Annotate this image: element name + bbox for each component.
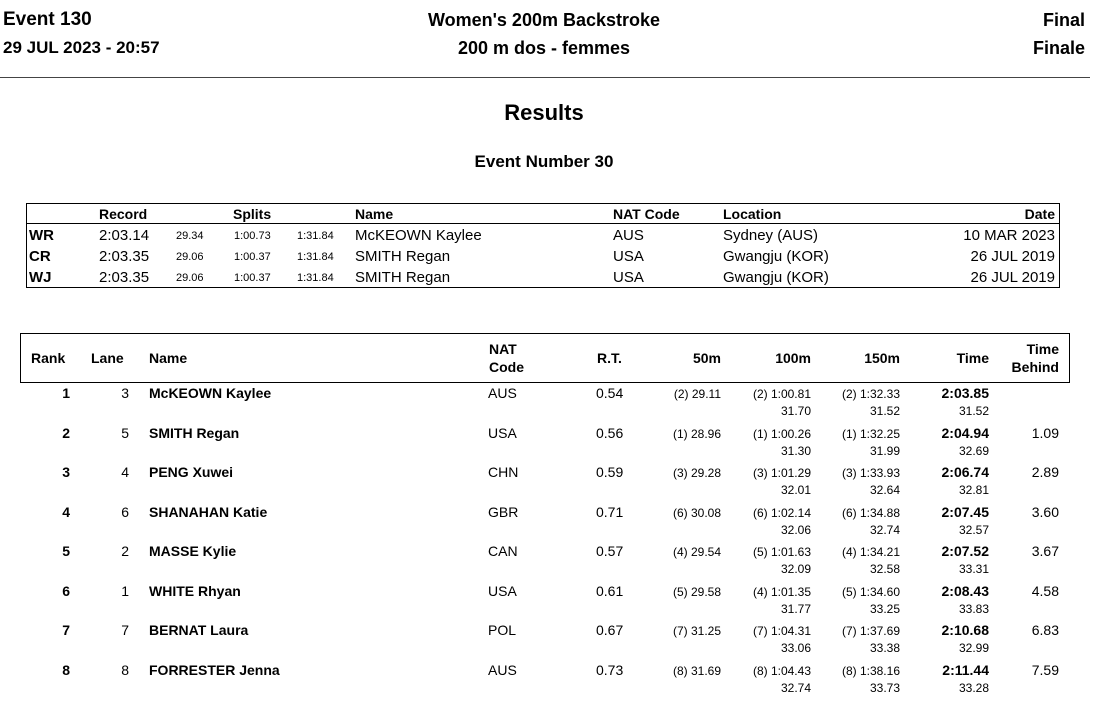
col-150m: 150m bbox=[864, 350, 900, 366]
record-row bbox=[27, 246, 1059, 267]
result-time-behind: 3.60 bbox=[1031, 503, 1059, 520]
result-lap-200: 32.99 bbox=[958, 641, 989, 655]
result-split-100: (3) 1:01.29 bbox=[752, 466, 811, 480]
result-nat: AUS bbox=[488, 385, 517, 401]
col-rt: R.T. bbox=[597, 350, 622, 366]
record-split-150: 1:31.84 bbox=[297, 272, 334, 284]
result-lap-150: 31.52 bbox=[869, 404, 900, 418]
event-number: Event 130 bbox=[3, 9, 92, 30]
event-name-fr: 200 m dos - femmes bbox=[457, 38, 631, 58]
record-name: SMITH Regan bbox=[355, 248, 451, 265]
col-time: Time bbox=[956, 350, 989, 366]
result-name: MASSE Kylie bbox=[149, 543, 237, 559]
records-col-nat: NAT Code bbox=[613, 206, 680, 222]
result-nat: POL bbox=[488, 622, 517, 638]
result-time-behind: 1.09 bbox=[1031, 424, 1059, 441]
result-lap-150: 31.99 bbox=[869, 443, 900, 458]
records-col-splits: Splits bbox=[233, 206, 272, 222]
result-name: PENG Xuwei bbox=[149, 464, 234, 480]
page-subtitle: Event Number 30 bbox=[474, 152, 614, 171]
result-split-150: (1) 1:32.25 bbox=[841, 426, 900, 441]
records-col-name: Name bbox=[355, 206, 394, 222]
result-time: 2:08.43 bbox=[941, 582, 989, 599]
result-lane: 7 bbox=[121, 622, 129, 638]
result-row bbox=[0, 504, 1100, 544]
result-rt: 0.71 bbox=[596, 503, 624, 520]
record-code: WJ bbox=[29, 269, 52, 286]
col-lane: Lane bbox=[91, 350, 124, 366]
result-name: BERNAT Laura bbox=[149, 622, 249, 638]
result-lap-150: 33.38 bbox=[869, 641, 900, 655]
result-rank: 6 bbox=[62, 582, 70, 599]
col-100m: 100m bbox=[775, 350, 811, 366]
records-table bbox=[26, 203, 1060, 288]
result-split-150: (3) 1:33.93 bbox=[841, 466, 900, 480]
result-split-150: (7) 1:37.69 bbox=[841, 624, 900, 638]
result-rt: 0.56 bbox=[596, 424, 624, 441]
record-location: Gwangju (KOR) bbox=[723, 248, 829, 265]
header-center bbox=[0, 6, 1088, 62]
result-nat: CAN bbox=[488, 543, 518, 559]
records-col-location: Location bbox=[723, 206, 782, 222]
result-row bbox=[0, 583, 1100, 623]
result-rank: 5 bbox=[62, 543, 70, 559]
result-split-50: (6) 30.08 bbox=[672, 505, 721, 520]
col-time-behind-2: Behind bbox=[1011, 359, 1059, 375]
result-rt: 0.73 bbox=[596, 661, 624, 678]
event-name-en: Women's 200m Backstroke bbox=[427, 10, 661, 30]
result-split-50: (5) 29.58 bbox=[672, 584, 721, 599]
result-lap-200: 33.28 bbox=[958, 680, 989, 695]
result-name: SMITH Regan bbox=[149, 424, 240, 441]
header-divider bbox=[0, 77, 1090, 78]
record-code: CR bbox=[29, 248, 51, 265]
result-name: SHANAHAN Katie bbox=[149, 503, 268, 520]
result-time: 2:06.74 bbox=[941, 464, 989, 480]
result-lap-150: 32.74 bbox=[869, 522, 900, 537]
result-lane: 5 bbox=[121, 424, 129, 441]
result-lap-150: 33.73 bbox=[869, 680, 900, 695]
result-nat: USA bbox=[488, 582, 517, 599]
result-lap-200: 32.81 bbox=[958, 483, 989, 497]
result-lane: 6 bbox=[121, 503, 129, 520]
record-time: 2:03.35 bbox=[99, 269, 150, 286]
results-header bbox=[20, 333, 1070, 383]
col-50m: 50m bbox=[692, 350, 721, 366]
record-row bbox=[27, 225, 1059, 246]
record-split-50: 29.34 bbox=[176, 230, 204, 242]
result-lap-100: 32.09 bbox=[780, 562, 811, 576]
record-split-150: 1:31.84 bbox=[297, 251, 334, 263]
result-rank: 7 bbox=[62, 622, 70, 638]
record-name: McKEOWN Kaylee bbox=[355, 227, 482, 244]
result-rank: 1 bbox=[62, 385, 70, 401]
result-split-150: (8) 1:38.16 bbox=[841, 663, 900, 678]
result-time-behind: 7.59 bbox=[1031, 661, 1059, 678]
result-rank: 3 bbox=[62, 464, 70, 480]
result-lap-100: 32.01 bbox=[780, 483, 811, 497]
result-split-50: (2) 29.11 bbox=[673, 387, 721, 401]
record-time: 2:03.35 bbox=[99, 248, 150, 265]
record-split-100: 1:00.37 bbox=[234, 251, 271, 263]
phase-fr: Finale bbox=[1032, 38, 1085, 58]
result-lane: 8 bbox=[121, 661, 129, 678]
record-date: 26 JUL 2019 bbox=[970, 248, 1055, 265]
record-nat: USA bbox=[613, 248, 644, 265]
result-name: WHITE Rhyan bbox=[149, 582, 241, 599]
result-lap-150: 32.58 bbox=[869, 562, 900, 576]
record-code: WR bbox=[29, 227, 54, 244]
col-nat: NAT bbox=[489, 341, 517, 357]
result-lap-100: 33.06 bbox=[780, 641, 811, 655]
col-time-behind: Time bbox=[1026, 341, 1059, 357]
result-rt: 0.59 bbox=[596, 464, 624, 480]
result-split-50: (8) 31.69 bbox=[672, 663, 721, 678]
record-time: 2:03.14 bbox=[99, 227, 150, 244]
record-split-100: 1:00.37 bbox=[234, 272, 271, 284]
result-time: 2:07.45 bbox=[941, 503, 989, 520]
result-lane: 3 bbox=[121, 385, 129, 401]
result-time-behind: 2.89 bbox=[1031, 464, 1059, 480]
result-row bbox=[0, 464, 1100, 504]
result-nat: CHN bbox=[488, 464, 519, 480]
result-lane: 2 bbox=[121, 543, 129, 559]
result-row bbox=[0, 622, 1100, 662]
result-lap-200: 32.69 bbox=[958, 443, 989, 458]
col-rank: Rank bbox=[31, 350, 66, 366]
result-split-50: (4) 29.54 bbox=[672, 545, 721, 559]
record-row bbox=[27, 267, 1059, 288]
result-split-100: (8) 1:04.43 bbox=[752, 663, 811, 678]
result-rt: 0.67 bbox=[596, 622, 624, 638]
result-lap-200: 33.83 bbox=[958, 601, 989, 616]
result-split-100: (6) 1:02.14 bbox=[752, 505, 811, 520]
result-split-100: (1) 1:00.26 bbox=[752, 426, 811, 441]
result-split-100: (4) 1:01.35 bbox=[752, 584, 811, 599]
result-split-150: (4) 1:34.21 bbox=[841, 545, 900, 559]
result-row bbox=[0, 662, 1100, 702]
result-rank: 8 bbox=[62, 661, 70, 678]
result-lap-200: 32.57 bbox=[958, 522, 989, 537]
record-name: SMITH Regan bbox=[355, 269, 451, 286]
result-split-150: (5) 1:34.60 bbox=[841, 584, 900, 599]
result-split-50: (1) 28.96 bbox=[672, 426, 721, 441]
result-name: FORRESTER Jenna bbox=[149, 661, 280, 678]
result-split-100: (7) 1:04.31 bbox=[752, 624, 811, 638]
result-time: 2:03.85 bbox=[941, 385, 989, 401]
page-title: Results bbox=[504, 100, 584, 125]
result-split-150: (6) 1:34.88 bbox=[841, 505, 900, 520]
result-split-50: (7) 31.25 bbox=[672, 624, 721, 638]
result-split-100: (5) 1:01.63 bbox=[752, 545, 811, 559]
result-time: 2:10.68 bbox=[941, 622, 989, 638]
result-nat: AUS bbox=[488, 661, 517, 678]
result-split-150: (2) 1:32.33 bbox=[841, 387, 900, 401]
result-lap-100: 32.06 bbox=[780, 522, 811, 537]
result-lap-100: 31.77 bbox=[780, 601, 811, 616]
result-lap-150: 32.64 bbox=[869, 483, 900, 497]
result-lap-200: 31.52 bbox=[958, 404, 989, 418]
col-nat-code: Code bbox=[489, 359, 524, 375]
records-col-record: Record bbox=[99, 206, 148, 222]
result-time: 2:07.52 bbox=[941, 543, 989, 559]
result-row bbox=[0, 385, 1100, 425]
header-right bbox=[1033, 6, 1085, 62]
records-header bbox=[27, 204, 1059, 224]
record-split-150: 1:31.84 bbox=[297, 230, 334, 242]
records-col-date: Date bbox=[1024, 206, 1055, 222]
result-split-50: (3) 29.28 bbox=[672, 466, 721, 480]
result-time: 2:11.44 bbox=[942, 661, 989, 678]
record-date: 10 MAR 2023 bbox=[963, 227, 1055, 244]
record-date: 26 JUL 2019 bbox=[970, 269, 1055, 286]
result-rt: 0.61 bbox=[596, 582, 624, 599]
record-split-50: 29.06 bbox=[176, 251, 204, 263]
result-lap-100: 32.74 bbox=[780, 680, 811, 695]
result-split-100: (2) 1:00.81 bbox=[752, 387, 811, 401]
record-nat: USA bbox=[613, 269, 644, 286]
result-name: McKEOWN Kaylee bbox=[149, 385, 272, 401]
result-rank: 4 bbox=[62, 503, 70, 520]
phase-en: Final bbox=[1042, 10, 1085, 30]
result-row bbox=[0, 543, 1100, 583]
result-lap-150: 33.25 bbox=[869, 601, 900, 616]
record-nat: AUS bbox=[613, 227, 644, 244]
result-time-behind: 3.67 bbox=[1031, 543, 1059, 559]
record-location: Sydney (AUS) bbox=[723, 227, 819, 244]
col-name: Name bbox=[149, 350, 188, 366]
result-row bbox=[0, 425, 1100, 465]
event-datetime: 29 JUL 2023 - 20:57 bbox=[3, 38, 160, 57]
record-split-100: 1:00.73 bbox=[234, 230, 271, 242]
result-rt: 0.54 bbox=[596, 385, 624, 401]
result-lap-100: 31.70 bbox=[780, 404, 811, 418]
result-rt: 0.57 bbox=[596, 543, 624, 559]
result-nat: USA bbox=[488, 424, 517, 441]
result-lane: 4 bbox=[121, 464, 129, 480]
result-time-behind: 6.83 bbox=[1031, 622, 1059, 638]
record-location: Gwangju (KOR) bbox=[723, 269, 829, 286]
result-time-behind: 4.58 bbox=[1031, 582, 1059, 599]
result-rank: 2 bbox=[62, 424, 70, 441]
record-split-50: 29.06 bbox=[176, 272, 204, 284]
result-lap-100: 31.30 bbox=[780, 443, 811, 458]
result-time: 2:04.94 bbox=[941, 424, 989, 441]
result-lane: 1 bbox=[121, 582, 129, 599]
result-lap-200: 33.31 bbox=[958, 562, 989, 576]
result-nat: GBR bbox=[488, 503, 519, 520]
